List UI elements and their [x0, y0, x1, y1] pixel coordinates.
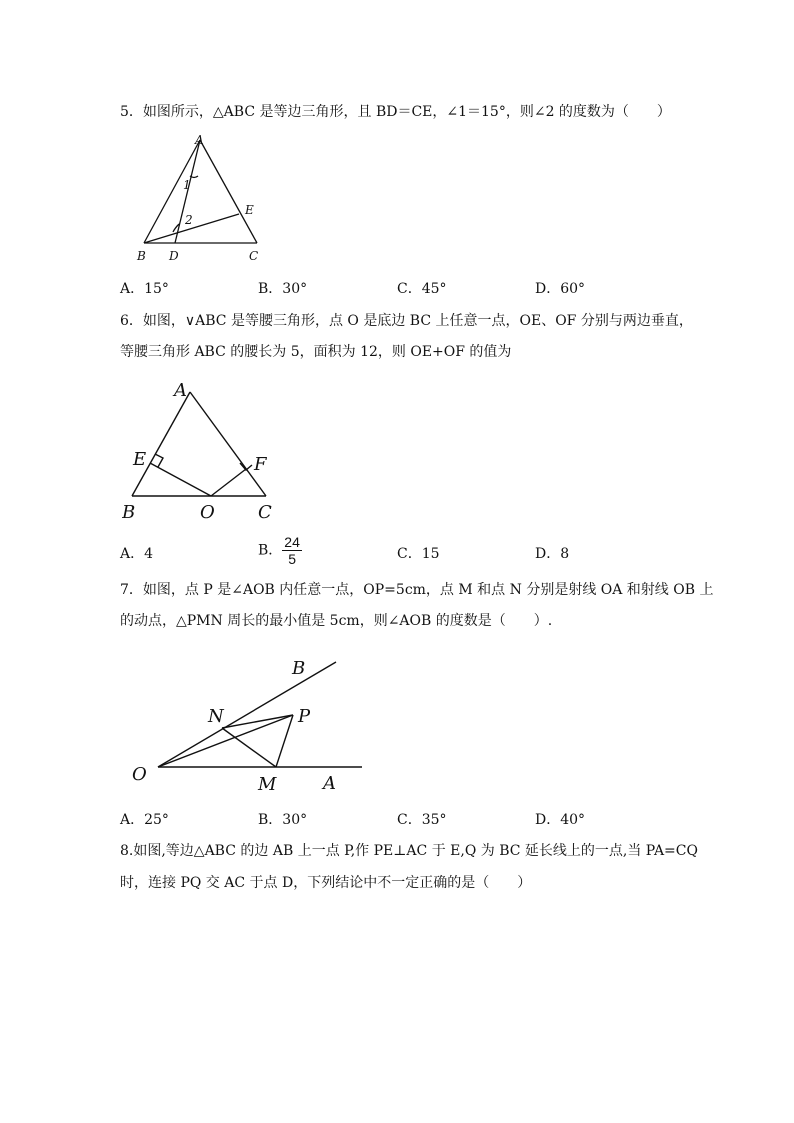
- q6-stem-line-2: 等腰三角形 ABC 的腰长为 5，面积为 12，则 OE+OF 的值为: [120, 344, 512, 360]
- q6-option-a[interactable]: A．4: [120, 546, 154, 562]
- q6-right-angle-e: [155, 454, 163, 467]
- q7-option-d[interactable]: D．40°: [535, 812, 586, 828]
- q7-figure: [128, 652, 378, 798]
- q6-label-e: E: [133, 449, 147, 470]
- q6-label-a: A: [174, 380, 187, 401]
- q5-label-b: B: [137, 249, 146, 263]
- q6-option-c[interactable]: C．15: [397, 546, 440, 562]
- q5-figure: [135, 132, 275, 264]
- q6-option-b[interactable]: [258, 534, 302, 567]
- q6-segment-of: [211, 469, 246, 496]
- q6-label-f: F: [254, 454, 267, 475]
- q6-label-b: B: [122, 502, 136, 523]
- q5-side-ac: [200, 140, 257, 243]
- q7-label-a: A: [323, 773, 336, 794]
- q5-label-angle-1: 1: [183, 178, 191, 192]
- q7-option-b[interactable]: B．30°: [258, 812, 308, 828]
- q7-label-b: B: [292, 658, 306, 679]
- q7-stem-line-2: 的动点，△PMN 周长的最小值是 5cm，则∠AOB 的度数是（ ）.: [120, 613, 553, 629]
- q6-label-c: C: [258, 502, 272, 523]
- q5-option-c[interactable]: C．45°: [397, 281, 447, 297]
- q5-option-a[interactable]: A．15°: [120, 281, 169, 297]
- q5-label-angle-2: 2: [185, 213, 193, 227]
- q5-angle-1-arc: [190, 176, 198, 178]
- q5-label-d: D: [169, 249, 179, 263]
- q5-label-e: E: [245, 203, 254, 217]
- q7-segment-np: [222, 715, 293, 728]
- q7-option-a[interactable]: A．25°: [120, 812, 169, 828]
- q6-figure: [122, 372, 282, 524]
- q5-label-c: C: [249, 249, 259, 263]
- q6-segment-oe: [150, 463, 211, 496]
- q7-option-c[interactable]: C．35°: [397, 812, 447, 828]
- q6-option-d[interactable]: D．8: [535, 546, 570, 562]
- q7-segment-pm: [276, 715, 293, 767]
- q5-side-ab: [144, 140, 200, 243]
- q7-segment-op: [158, 715, 293, 767]
- q5-stem-line-1: 5．如图所示，△ABC 是等边三角形，且 BD＝CE，∠1＝15°，则∠2 的度数为（ ）: [120, 104, 671, 120]
- q6-right-angle-f: [240, 463, 252, 470]
- q7-label-o: O: [132, 764, 147, 785]
- q7-stem-line-1: 7．如图，点 P 是∠AOB 内任意一点，OP=5cm，点 M 和点 N 分别是射线 OA 和射线 OB 上: [120, 582, 714, 598]
- q8-stem-line-2: 时，连接 PQ 交 AC 于点 D，下列结论中不一定正确的是（ ）: [120, 875, 532, 891]
- q8-stem-line-1: 8.如图,等边△ABC 的边 AB 上一点 P,作 PE⊥AC 于 E,Q 为 BC 延长线上的一点,当 PA=CQ: [120, 843, 698, 859]
- q6-option-b-numerator: 24: [284, 534, 300, 550]
- q6-stem-line-1: 6．如图，∨ABC 是等腰三角形，点 O 是底边 BC 上任意一点，OE、OF 分别与两边垂直，: [120, 313, 693, 329]
- q7-label-p: P: [298, 706, 311, 727]
- q6-side-ac: [190, 392, 266, 496]
- q7-label-n: N: [208, 706, 224, 727]
- q7-label-m: M: [258, 774, 277, 795]
- q7-segment-nm: [222, 728, 276, 767]
- q6-label-o: O: [200, 502, 215, 523]
- q5-option-d[interactable]: D．60°: [535, 281, 586, 297]
- q6-option-b-denominator: 5: [288, 551, 296, 567]
- q5-option-b[interactable]: B．30°: [258, 281, 308, 297]
- q6-option-b-fraction: [282, 534, 302, 567]
- q5-label-a: A: [195, 133, 204, 147]
- q6-option-b-label: B．: [258, 542, 283, 559]
